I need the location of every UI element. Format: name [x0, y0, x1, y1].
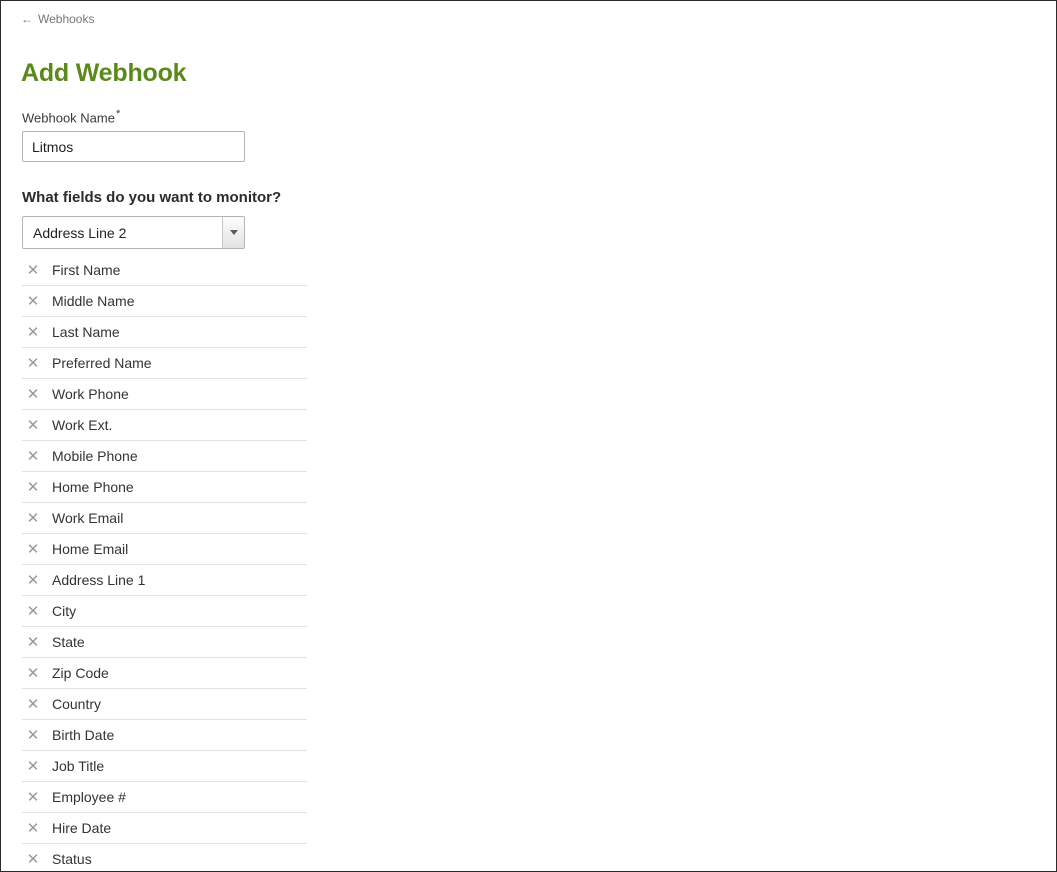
breadcrumb[interactable]: [21, 11, 94, 27]
list-item: [22, 255, 307, 286]
list-item: [22, 689, 307, 720]
page-content: [1, 1, 1056, 872]
list-item: [22, 658, 307, 689]
list-item-label: Preferred Name: [52, 355, 152, 372]
breadcrumb-label: Webhooks: [38, 12, 95, 26]
chevron-down-glyph: [230, 230, 238, 235]
list-item: [22, 844, 307, 872]
remove-field-icon[interactable]: ✕: [26, 850, 40, 868]
remove-field-icon[interactable]: ✕: [26, 323, 40, 341]
back-arrow-icon: ←: [21, 12, 33, 26]
list-item: [22, 565, 307, 596]
selected-fields-list: [1, 255, 307, 872]
list-item-label: Home Email: [52, 541, 129, 558]
list-item: [22, 503, 307, 534]
list-item-label: Zip Code: [52, 665, 109, 682]
remove-field-icon[interactable]: ✕: [26, 509, 40, 527]
remove-field-icon[interactable]: ✕: [26, 261, 40, 279]
list-item-label: Last Name: [52, 324, 120, 341]
list-item: [22, 813, 307, 844]
list-item-label: Employee #: [52, 789, 126, 806]
list-item: [22, 348, 307, 379]
remove-field-icon[interactable]: ✕: [26, 726, 40, 744]
list-item-label: State: [52, 634, 85, 651]
remove-field-icon[interactable]: ✕: [26, 788, 40, 806]
monitor-field-select-value: Address Line 2: [33, 224, 127, 241]
remove-field-icon[interactable]: ✕: [26, 385, 40, 403]
remove-field-icon[interactable]: ✕: [26, 633, 40, 651]
remove-field-icon[interactable]: ✕: [26, 540, 40, 558]
webhook-name-input[interactable]: [22, 131, 245, 162]
remove-field-icon[interactable]: ✕: [26, 602, 40, 620]
remove-field-icon[interactable]: ✕: [26, 478, 40, 496]
webhook-name-label-text: Webhook Name: [22, 110, 115, 126]
list-item-label: Job Title: [52, 758, 105, 775]
remove-field-icon[interactable]: ✕: [26, 695, 40, 713]
monitor-field-select[interactable]: [22, 216, 245, 249]
list-item: [22, 782, 307, 813]
list-item-label: Status: [52, 851, 92, 868]
list-item-label: City: [52, 603, 77, 620]
list-item: [22, 720, 307, 751]
list-item: [22, 472, 307, 503]
list-item: [22, 627, 307, 658]
list-item: [22, 317, 307, 348]
chevron-down-icon[interactable]: [222, 217, 244, 248]
list-item-label: Home Phone: [52, 479, 134, 496]
remove-field-icon[interactable]: ✕: [26, 416, 40, 434]
remove-field-icon[interactable]: ✕: [26, 292, 40, 310]
list-item-label: Work Ext.: [52, 417, 113, 434]
list-item: [22, 534, 307, 565]
list-item-label: Work Phone: [52, 386, 129, 403]
monitor-fields-question: What fields do you want to monitor?: [22, 189, 282, 207]
remove-field-icon[interactable]: ✕: [26, 757, 40, 775]
list-item-label: Mobile Phone: [52, 448, 138, 465]
list-item: [22, 596, 307, 627]
list-item: [22, 379, 307, 410]
list-item-label: Country: [52, 696, 102, 713]
list-item-label: Birth Date: [52, 727, 115, 744]
remove-field-icon[interactable]: ✕: [26, 819, 40, 837]
webhook-name-label: [22, 108, 1056, 125]
list-item-label: Hire Date: [52, 820, 112, 837]
list-item-label: Address Line 1: [52, 572, 146, 589]
list-item-label: Middle Name: [52, 293, 135, 310]
list-item: [22, 286, 307, 317]
list-item: [22, 751, 307, 782]
page-title: Add Webhook: [21, 59, 187, 87]
remove-field-icon[interactable]: ✕: [26, 571, 40, 589]
remove-field-icon[interactable]: ✕: [26, 354, 40, 372]
list-item-label: Work Email: [52, 510, 124, 527]
remove-field-icon[interactable]: ✕: [26, 664, 40, 682]
required-marker: *: [115, 108, 121, 120]
remove-field-icon[interactable]: ✕: [26, 447, 40, 465]
list-item: [22, 441, 307, 472]
list-item: [22, 410, 307, 441]
list-item-label: First Name: [52, 262, 121, 279]
